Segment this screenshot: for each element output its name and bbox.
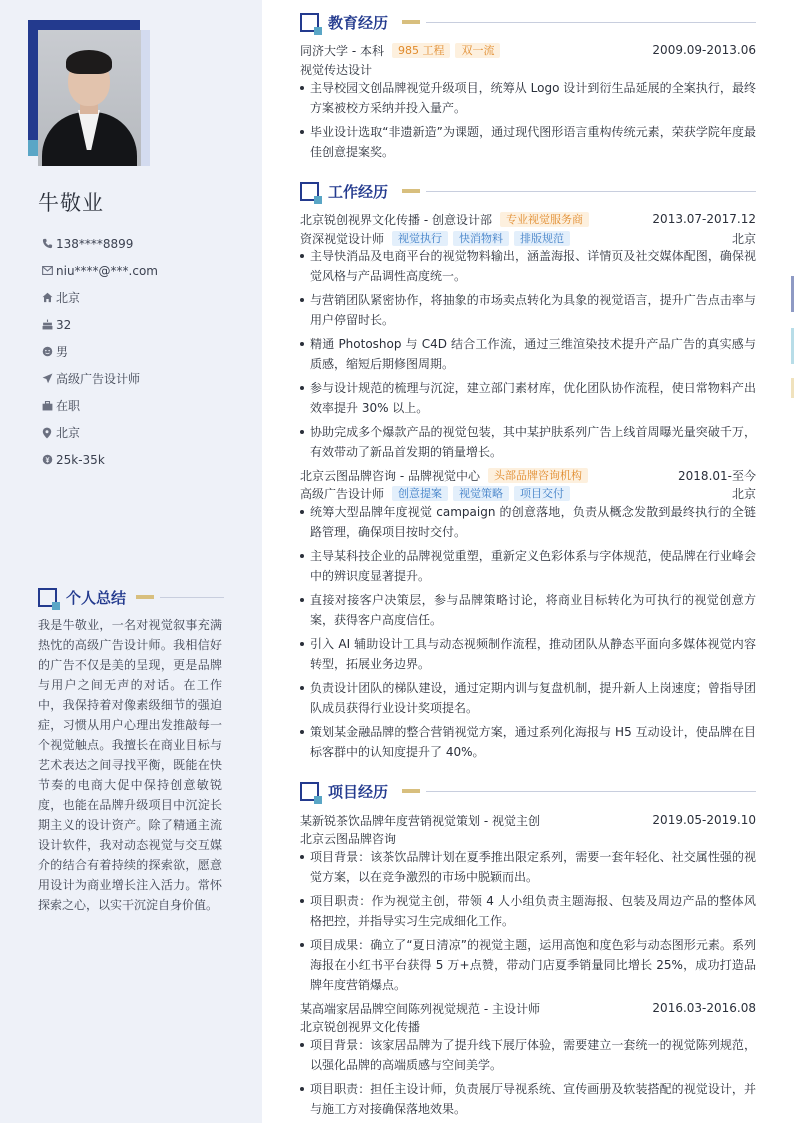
education-section-header — [300, 11, 756, 33]
summary-section-header — [38, 586, 224, 608]
school-tag: 双一流 — [455, 43, 500, 58]
project-org-row — [300, 829, 756, 847]
list-item: 负责设计团队的梯队建设，通过定期内训与复盘机制，提升新人上岗速度；曾指导团队成员获得行业设计奖项提名。 — [300, 678, 756, 718]
summary-text: 我是牛敬业，一名对视觉叙事充满热忱的高级广告设计师。我相信好的广告不仅是美的呈现，更是品牌与用户之间无声的对话。在工作中，我保持着对像素级细节的强迫症，习惯从用户心理出发推敲每一个视觉触点。我擅长在商业目标与艺术表达之间寻找平衡，既能在快节奏的电商大促中保持创意敏锐度，也能在品牌升级项目中沉淀长期主义的设计资产。除了精通主流设计软件，我对动态视觉与交互媒介的结合有着持续的探索欲，愿意用设计为商业增长注入活力。常怀探索之心，以实干沉淀自身价值。 — [38, 618, 222, 912]
profile-name: 牛敬业 — [38, 191, 104, 215]
list-item: 直接对接客户决策层，参与品牌策略讨论，将商业目标转化为可执行的视觉创意方案，获得客户高度信任。 — [300, 590, 756, 630]
project-org-row — [300, 1017, 756, 1035]
role-tag: 排版规范 — [514, 231, 570, 246]
education-school-row — [300, 41, 756, 59]
work-title: 工作经历 — [328, 182, 389, 201]
briefcase-icon — [38, 401, 56, 411]
salary-icon — [38, 454, 56, 465]
project-name: 某高端家居品牌空间陈列视觉规范 - 主设计师 — [300, 1001, 540, 1016]
job-city: 北京 — [731, 486, 756, 501]
summary-title: 个人总结 — [66, 588, 127, 607]
job-role: 资深视觉设计师 — [300, 231, 385, 246]
company-tag: 头部品牌咨询机构 — [488, 468, 588, 483]
education-major-row — [300, 60, 756, 78]
location-pin-icon — [38, 427, 56, 439]
education-date: 2009.09-2013.06 — [652, 43, 756, 57]
section-line-divider — [426, 191, 756, 192]
phone-icon — [38, 238, 56, 249]
role-tag: 视觉执行 — [392, 231, 448, 246]
info-position: 高级广告设计师 — [38, 365, 248, 392]
role-tag: 创意提案 — [392, 486, 448, 501]
role-tag: 视觉策略 — [453, 486, 509, 501]
list-item: 协助完成多个爆款产品的视觉包装，其中某护肤系列广告上线首周曝光量突破千万，有效带动了新品首发期的销量增长。 — [300, 422, 756, 462]
job-role: 高级广告设计师 — [300, 486, 385, 501]
project-name: 某新锐茶饮品牌年度营销视觉策划 - 视觉主创 — [300, 813, 540, 828]
section-line-divider — [426, 791, 756, 792]
project-name-row — [300, 999, 756, 1017]
project-name-row — [300, 811, 756, 829]
section-gold-divider — [402, 789, 420, 793]
list-item: 与营销团队紧密协作，将抽象的市场卖点转化为具象的视觉语言，提升广告点击率与用户停留时长。 — [300, 290, 756, 330]
info-home: 北京 — [38, 284, 248, 311]
mail-icon — [38, 266, 56, 275]
project-org: 北京锐创视界文化传播 — [300, 1019, 421, 1034]
info-salary: 25k-35k — [38, 446, 248, 473]
project-bullets — [300, 847, 756, 999]
job-date: 2018.01-至今 — [678, 468, 756, 483]
section-square-icon — [300, 182, 319, 201]
section-square-icon — [300, 782, 319, 801]
project-bullets — [300, 1035, 756, 1123]
job-bullets — [300, 502, 756, 766]
education-major: 视觉传达设计 — [300, 62, 373, 77]
education-bullets — [300, 78, 756, 166]
list-item: 项目背景：该家居品牌为了提升线下展厅体验，需要建立一套统一的视觉陈列规范，以强化品牌的高端质感与空间美学。 — [300, 1035, 756, 1075]
cake-icon — [38, 319, 56, 330]
list-item: 主导快消品及电商平台的视觉物料输出，涵盖海报、详情页及社交媒体配图，确保视觉风格与产品调性高度统一。 — [300, 246, 756, 286]
list-item: 统筹大型品牌年度视觉 campaign 的创意落地，负责从概念发散到最终执行的全链路管理，确保项目按时交付。 — [300, 502, 756, 542]
project-date: 2016.03-2016.08 — [652, 1001, 756, 1015]
contact-info-list — [38, 230, 248, 473]
job-role-row — [300, 229, 756, 247]
project-org: 北京云图品牌咨询 — [300, 831, 397, 846]
info-phone: 138****8899 — [38, 230, 248, 257]
list-item: 项目成果：确立了“夏日清凉”的视觉主题，运用高饱和度色彩与动态图形元素。系列海报在小红书平台获得 5 万+点赞，带动门店夏季销量同比增长 25%，成功打造品牌年度营销爆点。 — [300, 935, 756, 995]
projects-section-header — [300, 780, 756, 802]
school-name: 同济大学 - 本科 — [300, 43, 384, 58]
home-icon — [38, 292, 56, 303]
section-gold-divider — [402, 20, 420, 24]
work-section-header — [300, 180, 756, 202]
avatar — [38, 30, 141, 166]
send-icon — [38, 373, 56, 384]
job-company-row — [300, 466, 756, 484]
section-line-divider — [160, 597, 224, 598]
list-item: 主导校园文创品牌视觉升级项目，统筹从 Logo 设计到衍生品延展的全案执行，最终方案被校方采纳并投入量产。 — [300, 78, 756, 118]
info-gender: 男 — [38, 338, 248, 365]
job-company: 北京云图品牌咨询 - 品牌视觉中心 — [300, 468, 480, 483]
list-item: 主导某科技企业的品牌视觉重塑，重新定义色彩体系与字体规范，使品牌在行业峰会中的辨识度显著提升。 — [300, 546, 756, 586]
list-item: 引入 AI 辅助设计工具与动态视频制作流程，推动团队从静态平面向多媒体视觉内容转型，拓展业务边界。 — [300, 634, 756, 674]
list-item: 策划某金融品牌的整合营销视觉方案，通过系列化海报与 H5 互动设计，使品牌在目标客群中的认知度提升了 40%。 — [300, 722, 756, 762]
info-email: niu****@***.com — [38, 257, 248, 284]
list-item: 项目职责：作为视觉主创，带领 4 人小组负责主题海报、包装及周边产品的整体风格把控，并指导实习生完成细化工作。 — [300, 891, 756, 931]
job-bullets — [300, 246, 756, 466]
section-line-divider — [426, 22, 756, 23]
info-location: 北京 — [38, 419, 248, 446]
section-square-icon — [38, 588, 57, 607]
info-age: 32 — [38, 311, 248, 338]
list-item: 参与设计规范的梳理与沉淀，建立部门素材库，优化团队协作流程，使日常物料产出效率提升 30% 以上。 — [300, 378, 756, 418]
list-item: 项目职责：担任主设计师，负责展厅导视系统、宣传画册及软装搭配的视觉设计，并与施工方对接确保落地效果。 — [300, 1079, 756, 1119]
section-gold-divider — [136, 595, 154, 599]
education-title: 教育经历 — [328, 13, 389, 32]
project-date: 2019.05-2019.10 — [652, 813, 756, 827]
sidebar — [0, 0, 262, 1123]
list-item: 毕业设计选取“非遗新造”为课题，通过现代图形语言重构传统元素，荣获学院年度最佳创意提案奖。 — [300, 122, 756, 162]
list-item: 项目背景：该茶饮品牌计划在夏季推出限定系列，需要一套年轻化、社交属性强的视觉方案，以在竞争激烈的市场中脱颖而出。 — [300, 847, 756, 887]
school-tag: 985 工程 — [392, 43, 451, 58]
info-status: 在职 — [38, 392, 248, 419]
section-square-icon — [300, 13, 319, 32]
role-tag: 快消物料 — [453, 231, 509, 246]
job-company-row — [300, 210, 756, 228]
company-tag: 专业视觉服务商 — [500, 212, 589, 227]
section-gold-divider — [402, 189, 420, 193]
job-company: 北京锐创视界文化传播 - 创意设计部 — [300, 212, 492, 227]
job-role-row — [300, 484, 756, 502]
avatar-hair — [66, 50, 112, 74]
list-item: 精通 Photoshop 与 C4D 结合工作流，通过三维渲染技术提升产品广告的真实感与质感，缩短后期修图周期。 — [300, 334, 756, 374]
role-tag: 项目交付 — [514, 486, 570, 501]
job-date: 2013.07-2017.12 — [652, 212, 756, 226]
profile-photo-frame — [28, 20, 152, 166]
projects-title: 项目经历 — [328, 782, 389, 801]
gender-icon — [38, 346, 56, 357]
job-city: 北京 — [731, 231, 756, 246]
